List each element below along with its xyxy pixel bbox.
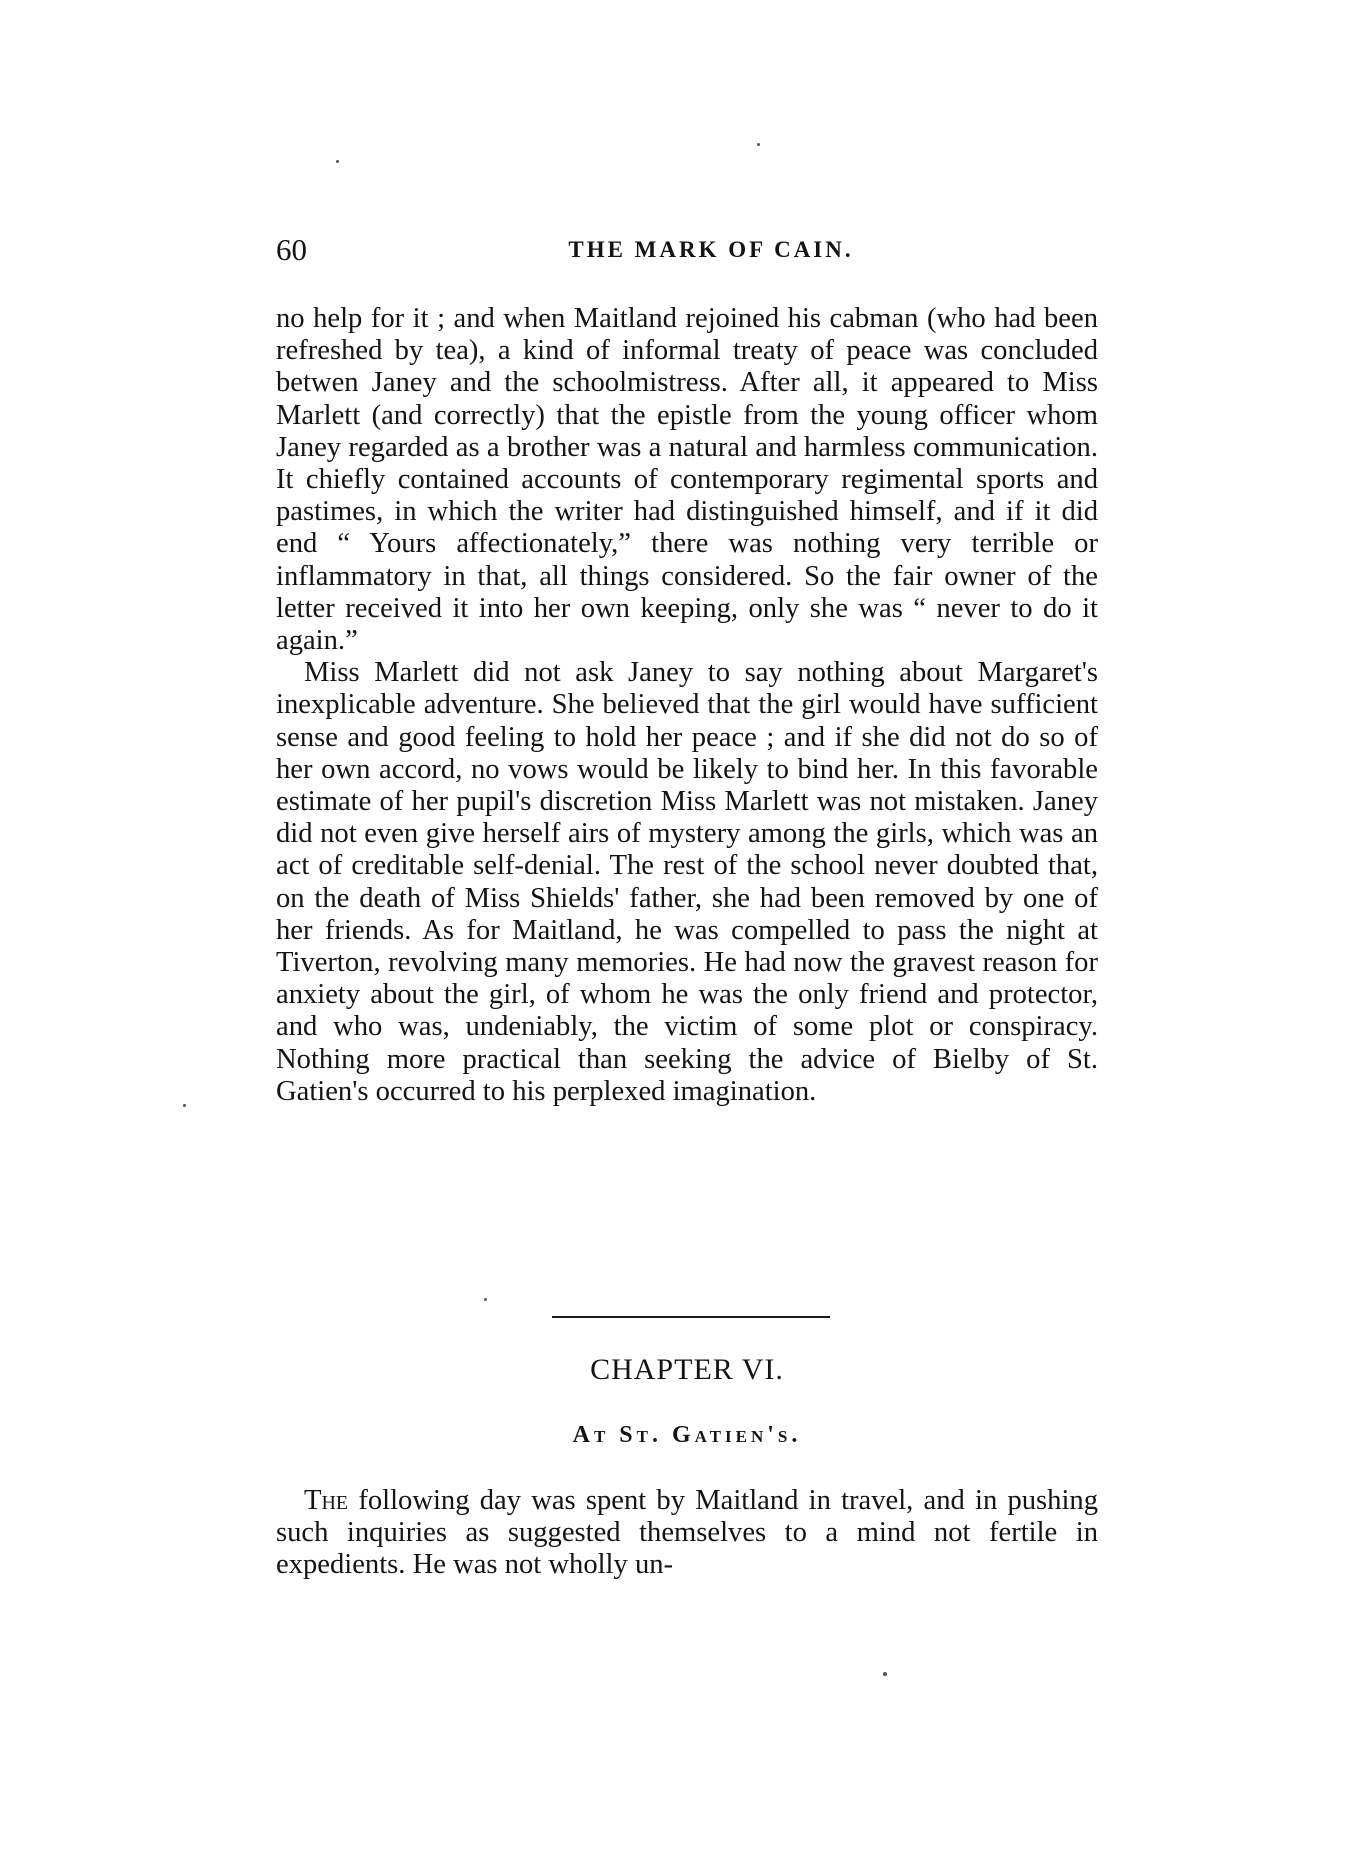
chapter-number: CHAPTER VI.	[590, 1353, 784, 1386]
paragraph: no help for it ; and when Maitland rejoined his cabman (who had been refreshed by tea), a kind of informal treaty of peace was concluded betwen Janey and the schoolmistress. After all, it appeared to Miss Marlett (and correctly) that the epistle from the young officer whom Janey regarded as a brother was a natural and harmless communication. It chiefly contained accounts of contemporary regimental sports and pastimes, in which the writer had distinguished himself, and if it did end “ Yours affectionately,” there was nothing very terrible or inflammatory in that, all things considered. So the fair owner of the letter received it into her own keeping, only she was “ never to do it again.”	[276, 303, 1098, 657]
opening-word: The	[304, 1485, 349, 1516]
paragraph: Miss Marlett did not ask Janey to say nothing about Margaret's inexplicable adventure. She believed that the girl would have sufficient sense and good feeling to hold her peace ; and if she did not do so of her own accord, no vows would be likely to bind her. In this favorable estimate of her pupil's discretion Miss Marlett was not mistaken. Janey did not even give herself airs of mystery among the girls, which was an act of creditable self-denial. The rest of the school never doubted that, on the death of Miss Shields' father, she had been removed by one of her friends. As for Maitland, he was compelled to pass the night at Tiverton, revolving many memories. He had now the gravest reason for anxiety about the girl, of whom he was the only friend and protector, and who was, undeniably, the victim of some plot or conspiracy. Nothing more practical than seeking the advice of Bielby of St. Gatien's occurred to his perplexed imagination.	[276, 657, 1098, 1107]
opening-text: following day was spent by Maitland in travel, and in pushing such inquiries as suggested themselves to a mind not fertile in expedients. He was not wholly un-	[276, 1485, 1098, 1581]
print-speck	[336, 160, 339, 163]
print-speck	[757, 143, 760, 146]
chapter-opening	[276, 1485, 1098, 1582]
section-divider	[552, 1316, 830, 1318]
print-speck	[484, 1298, 487, 1301]
running-head	[276, 230, 1098, 270]
print-speck	[883, 1672, 887, 1676]
paragraph	[276, 1485, 1098, 1582]
print-speck	[183, 1104, 186, 1107]
page-number: 60	[276, 232, 307, 267]
running-title: THE MARK OF CAIN.	[568, 237, 854, 262]
chapter-title: At St. Gatien's.	[572, 1422, 802, 1448]
body-text	[276, 303, 1098, 1108]
